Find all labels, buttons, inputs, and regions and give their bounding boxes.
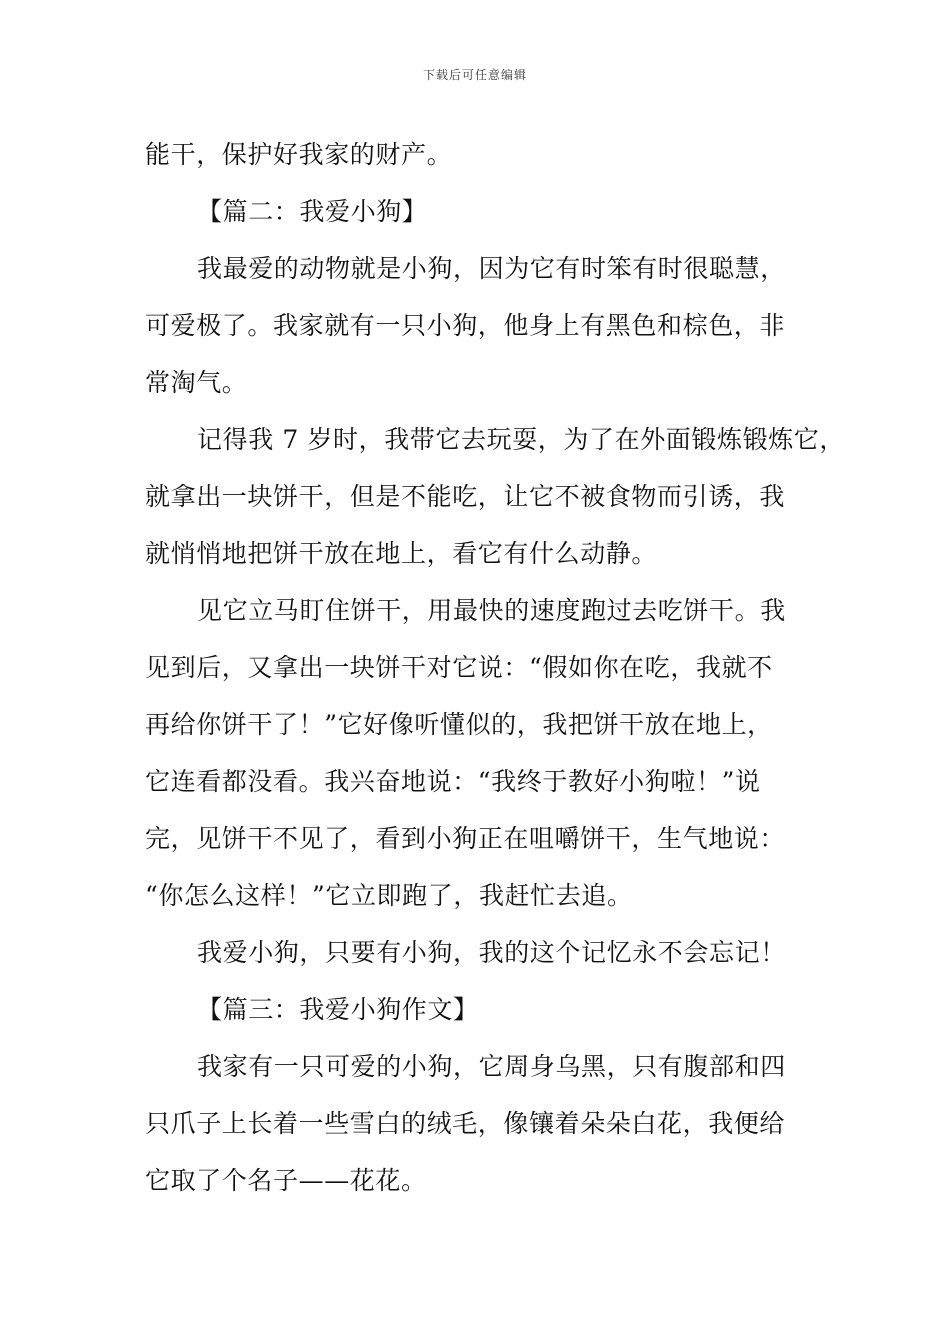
- text-line: 就悄悄地把饼干放在地上，看它有什么动静。: [145, 539, 658, 568]
- text-line: “你怎么这样！”它立即跑了，我赶忙去追。: [145, 881, 633, 910]
- text-line: 它连看都没看。我兴奋地说：“我终于教好小狗啦！”说: [145, 767, 761, 796]
- text-line: 我家有一只可爱的小狗，它周身乌黑，只有腹部和四: [197, 1052, 786, 1081]
- text-line: 能干，保护好我家的财产。: [145, 140, 453, 169]
- text-line: 常淘气。: [145, 368, 248, 397]
- section-heading: 【篇三：我爱小狗作文】: [197, 995, 479, 1024]
- page-header: 下载后可任意编辑: [422, 68, 527, 82]
- text-line: 记得我 7 岁时，我带它去玩耍，为了在外面锻炼锻炼它，: [197, 425, 846, 454]
- text-line: 就拿出一块饼干，但是不能吃，让它不被食物而引诱，我: [145, 482, 786, 511]
- text-line: 见到后，又拿出一块饼干对它说：“假如你在吃，我就不: [145, 653, 773, 682]
- text-line: 它取了个名子——花花。: [145, 1166, 427, 1195]
- document-body: [145, 126, 846, 1209]
- text-line: 只爪子上长着一些雪白的绒毛，像镶着朵朵白花，我便给: [145, 1109, 786, 1138]
- text-line: 我爱小狗，只要有小狗，我的这个记忆永不会忘记！: [197, 938, 786, 967]
- text-line: 可爱极了。我家就有一只小狗，他身上有黑色和棕色，非: [145, 311, 786, 340]
- text-line: 再给你饼干了！”它好像听懂似的，我把饼干放在地上，: [145, 710, 773, 739]
- text-line: 完，见饼干不见了，看到小狗正在咀嚼饼干，生气地说：: [145, 824, 786, 853]
- section-heading: 【篇二：我爱小狗】: [197, 197, 428, 226]
- text-line: 我最爱的动物就是小狗，因为它有时笨有时很聪慧，: [197, 254, 786, 283]
- text-line: 见它立马盯住饼干，用最快的速度跑过去吃饼干。我: [197, 596, 786, 625]
